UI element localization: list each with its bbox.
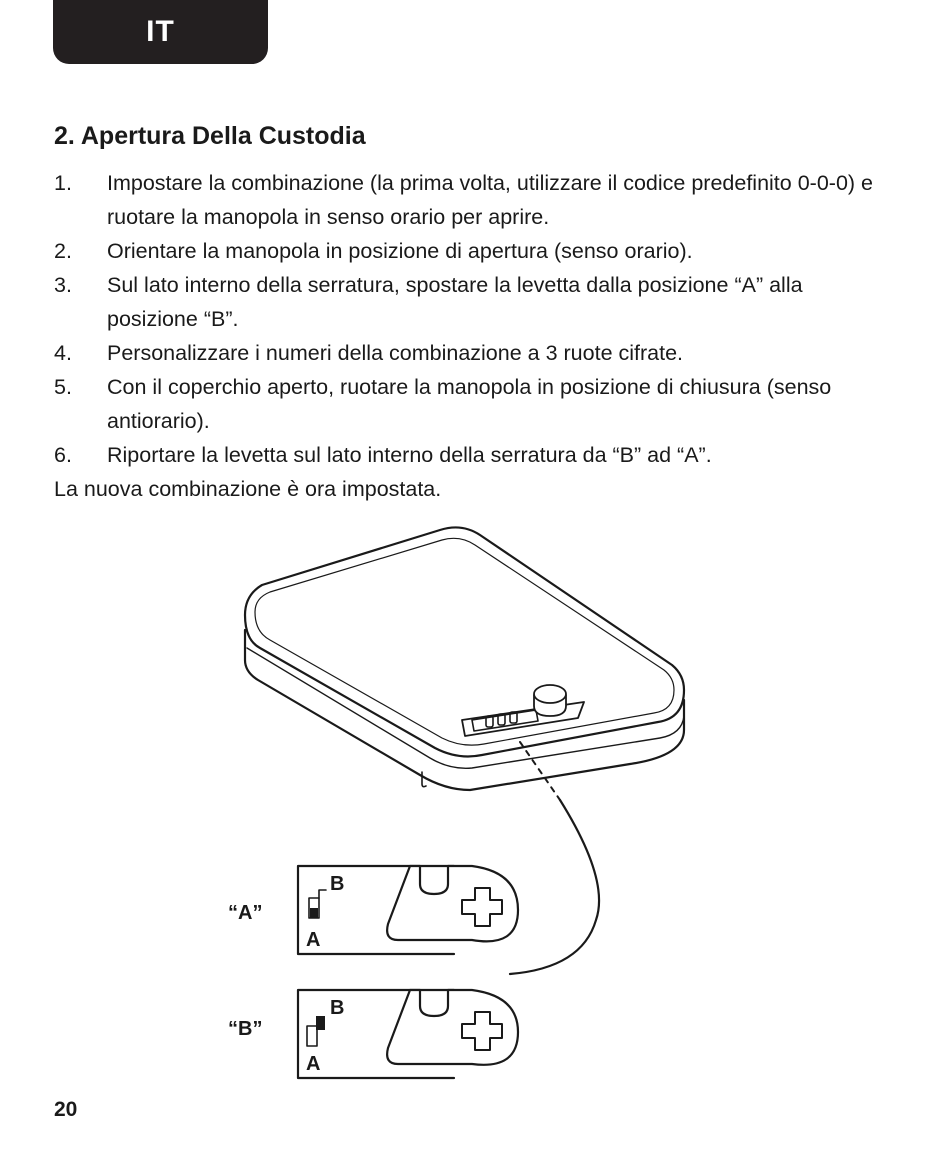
step-text: Con il coperchio aperto, ruotare la manopola in posizione di chiusura (senso antiorario).: [107, 375, 832, 433]
step-number: 4.: [54, 341, 72, 365]
closing-text: La nuova combinazione è ora impostata.: [54, 477, 442, 501]
position-a-label: “A”: [228, 902, 263, 924]
switch-label-b: B: [330, 997, 345, 1019]
slider-knob: [310, 908, 318, 918]
step-number: 3.: [54, 273, 72, 297]
step-text: Personalizzare i numeri della combinazione a 3 ruote cifrate.: [107, 341, 684, 365]
step-text: Impostare la combinazione (la prima volta, utilizzare il codice predefinito 0-0-0) e ruotare la manopola in senso orario per aprire.: [107, 171, 873, 229]
section-title: 2. Apertura Della Custodia: [54, 122, 366, 150]
step-number: 2.: [54, 239, 72, 263]
switch-label-a: A: [306, 1053, 321, 1075]
leader-curve: [510, 800, 599, 974]
latch-shape: [387, 866, 518, 941]
position-b-label: “B”: [228, 1018, 263, 1040]
slider-track: [307, 1026, 317, 1046]
knob-top: [534, 685, 566, 703]
step-number: 1.: [54, 171, 72, 195]
step-text: Orientare la manopola in posizione di apertura (senso orario).: [107, 239, 693, 263]
step-number: 5.: [54, 375, 72, 399]
switch-label-b: B: [330, 873, 345, 895]
switch-label-a: A: [306, 929, 321, 951]
page-number: 20: [54, 1098, 78, 1121]
step-number: 6.: [54, 443, 72, 467]
step-text: Riportare la levetta sul lato interno della serratura da “B” ad “A”.: [107, 443, 712, 467]
slider-top-mark: [319, 890, 326, 898]
language-tab-label: IT: [146, 15, 175, 48]
latch-shape: [387, 990, 518, 1065]
step-text: Sul lato interno della serratura, spostare la levetta dalla posizione “A” alla posizione “B”.: [107, 273, 803, 331]
slider-knob: [316, 1016, 325, 1030]
